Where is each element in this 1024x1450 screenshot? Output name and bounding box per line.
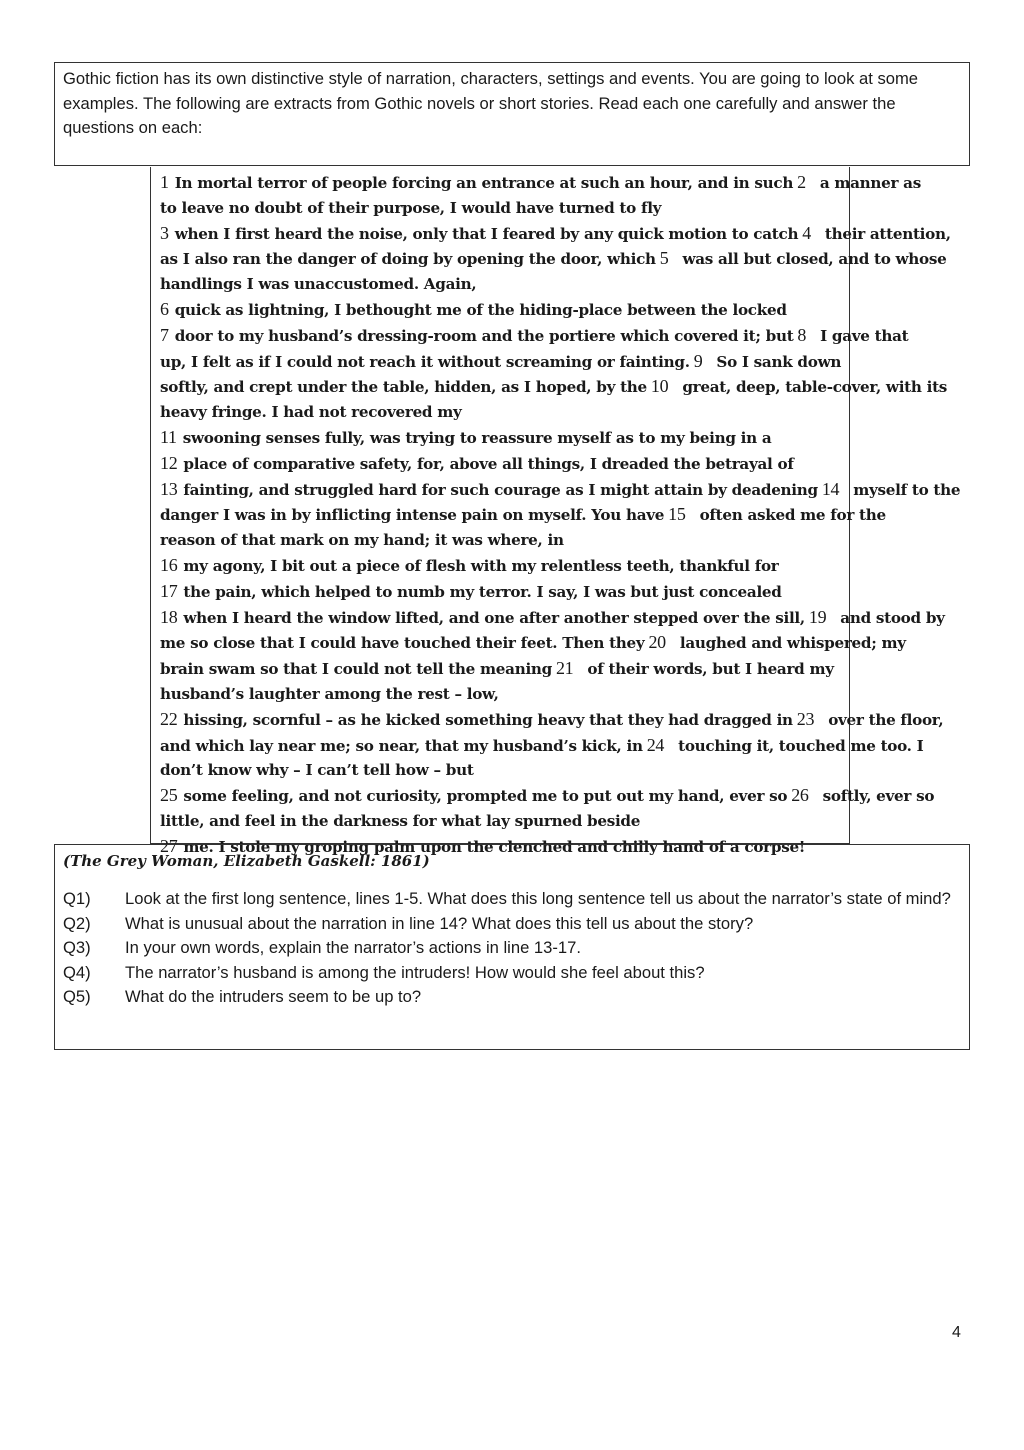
line-number: 22 xyxy=(160,708,178,729)
line-number: 17 xyxy=(160,580,178,601)
extract-line xyxy=(160,246,947,272)
extract-text: was all but closed, and to whose xyxy=(682,250,947,269)
question-number: Q1) xyxy=(63,889,91,908)
citation: (The Grey Woman, Elizabeth Gaskell: 1861) xyxy=(63,852,430,870)
extract-line xyxy=(160,809,843,834)
question-text: The narrator’s husband is among the intruders! How would she feel about this? xyxy=(125,962,705,982)
extract-text: and stood by xyxy=(840,608,945,627)
extract-text: quick as lightning, I bethought me of the hiding-place between the locked xyxy=(174,300,787,319)
extract-text: myself to the xyxy=(853,480,961,499)
line-number: 6 xyxy=(160,298,169,319)
extract-text: of their words, but I heard my xyxy=(587,660,834,679)
line-number: 14 xyxy=(821,478,840,499)
extract-text: place of comparative safety, for, above all things, I dreaded the betrayal of xyxy=(183,454,794,473)
question-number: Q2) xyxy=(63,913,91,933)
extract-line xyxy=(160,630,906,656)
line-number: 7 xyxy=(160,324,169,345)
extract-line xyxy=(160,196,843,221)
extract-text: often asked me for the xyxy=(699,506,886,525)
extract-text: heavy fringe. I had not recovered my xyxy=(160,403,462,422)
extract-text: to leave no doubt of their purpose, I would have turned to fly xyxy=(160,198,662,217)
question-2 xyxy=(63,912,961,937)
extract-text: hissing, scornful – as he kicked something heavy that they had dragged in xyxy=(183,710,793,729)
line-number: 1 xyxy=(160,172,169,192)
extract-text: a manner as xyxy=(819,174,921,192)
question-number: Q4) xyxy=(63,962,91,982)
line-number: 19 xyxy=(808,606,827,627)
extract-text: softly, ever so xyxy=(822,787,935,806)
extract-text: me so close that I could have touched their feet. Then they xyxy=(160,634,645,653)
line-number: 20 xyxy=(648,632,666,653)
extract-line xyxy=(160,272,843,297)
line-number: 27 xyxy=(160,835,178,856)
question-number: Q3) xyxy=(63,938,91,957)
extract-text: I gave that xyxy=(820,326,909,345)
extract-line xyxy=(160,323,909,349)
line-number: 5 xyxy=(659,248,669,269)
extract-line xyxy=(160,707,944,733)
question-list xyxy=(63,887,961,1010)
questions-box xyxy=(54,844,970,1050)
question-4 xyxy=(63,961,961,986)
extract-text: reason of that mark on my hand; it was where, in xyxy=(160,531,564,550)
extract-text: me. I stole my groping palm upon the clenched and chilly hand of a corpse! xyxy=(183,837,806,856)
extract-text: over the floor, xyxy=(828,710,944,729)
line-number: 13 xyxy=(160,478,178,499)
extract-text: door to my husband’s dressing-room and the portiere which covered it; but xyxy=(174,326,794,345)
line-number: 18 xyxy=(160,606,178,627)
extract-text: brain swam so that I could not tell the meaning xyxy=(160,660,552,679)
extract-box xyxy=(150,167,961,856)
extract-text: my agony, I bit out a piece of flesh with my relentless teeth, thankful for xyxy=(183,556,779,575)
line-number: 24 xyxy=(646,734,665,755)
extract-text: as I also ran the danger of doing by opening the door, which xyxy=(160,250,656,269)
extract-text: their attention, xyxy=(824,224,951,243)
line-number: 9 xyxy=(693,350,703,371)
extract-text: the pain, which helped to numb my terror. I say, I was but just concealed xyxy=(183,582,782,601)
intro-box xyxy=(54,62,970,166)
question-text: What is unusual about the narration in line 14? What does this tell us about the story? xyxy=(125,913,754,933)
extract-line xyxy=(160,451,843,477)
extract-text: So I sank down xyxy=(716,352,842,371)
question-number: Q5) xyxy=(63,987,91,1006)
extract-text: great, deep, table-cover, with its xyxy=(682,378,948,397)
extract-line xyxy=(160,374,948,400)
question-text: What do the intruders seem to be up to? xyxy=(125,987,422,1006)
extract-text: when I heard the window lifted, and one after another stepped over the sill, xyxy=(183,608,805,627)
extract-line xyxy=(160,528,843,553)
extract-text: touching it, touched me too. I xyxy=(678,736,924,755)
extract-line xyxy=(160,656,843,682)
extract-line xyxy=(160,400,843,425)
extract-line xyxy=(160,553,843,579)
line-number: 12 xyxy=(160,452,178,473)
extract-text: fainting, and struggled hard for such courage as I might attain by deadening xyxy=(183,480,818,499)
line-number: 3 xyxy=(160,222,169,243)
page-number: 4 xyxy=(952,1324,961,1341)
line-number: 15 xyxy=(668,504,686,525)
extract-line xyxy=(160,579,843,605)
line-number: 16 xyxy=(160,554,178,575)
extract-line xyxy=(160,605,945,631)
line-number: 26 xyxy=(791,785,809,806)
extract-text: swooning senses fully, was trying to reassure myself as to my being in a xyxy=(182,428,772,447)
extract-text: husband’s laughter among the rest – low, xyxy=(160,684,499,703)
extract-text: up, I felt as if I could not reach it without screaming or fainting. xyxy=(160,352,690,371)
extract-line xyxy=(160,733,924,759)
extract-line xyxy=(160,783,935,809)
question-3 xyxy=(63,936,961,961)
extract-text: handlings I was unaccustomed. Again, xyxy=(160,275,477,294)
extract-text: little, and feel in the darkness for what lay spurned beside xyxy=(160,811,641,830)
line-number: 2 xyxy=(797,172,806,192)
line-number: 4 xyxy=(802,222,811,243)
extract-line xyxy=(160,349,843,375)
extract-text: when I first heard the noise, only that I feared by any quick motion to catch xyxy=(174,224,799,243)
extract-line xyxy=(160,221,951,247)
question-1 xyxy=(63,887,961,912)
extract-line xyxy=(160,425,843,451)
extract-text: and which lay near me; so near, that my husband’s kick, in xyxy=(160,736,643,755)
extract-text: danger I was in by inflicting intense pain on myself. You have xyxy=(160,506,665,525)
question-text: In your own words, explain the narrator’s actions in line 13-17. xyxy=(125,938,581,957)
extract-text: laughed and whispered; my xyxy=(679,634,906,653)
extract-line xyxy=(160,297,843,323)
question-5 xyxy=(63,985,961,1010)
line-number: 8 xyxy=(797,324,807,345)
extract-line xyxy=(160,502,886,528)
line-number: 25 xyxy=(160,785,178,806)
extract-text: some feeling, and not curiosity, prompted me to put out my hand, ever so xyxy=(183,787,788,806)
extract-text: In mortal terror of people forcing an entrance at such an hour, and in such xyxy=(174,174,794,192)
question-text: Look at the first long sentence, lines 1-5. What does this long sentence tell us about the narrator’s state of mind? xyxy=(125,889,951,908)
line-number: 10 xyxy=(650,376,669,397)
line-number: 11 xyxy=(160,426,177,447)
line-number: 21 xyxy=(555,658,574,679)
extract-text: don’t know why – I can’t tell how – but xyxy=(160,761,474,780)
extract-line xyxy=(160,758,843,783)
extract-line xyxy=(160,682,843,707)
extract-line xyxy=(160,477,961,503)
extract-text: softly, and crept under the table, hidden, as I hoped, by the xyxy=(160,378,647,397)
intro-text: Gothic fiction has its own distinctive style of narration, characters, settings and events. You are going to look at some examples. The following are extracts from Gothic novels or short stories. Read each one carefully and answer the questions on each: xyxy=(63,69,919,137)
line-number: 23 xyxy=(796,708,815,729)
extract-line xyxy=(160,170,921,196)
